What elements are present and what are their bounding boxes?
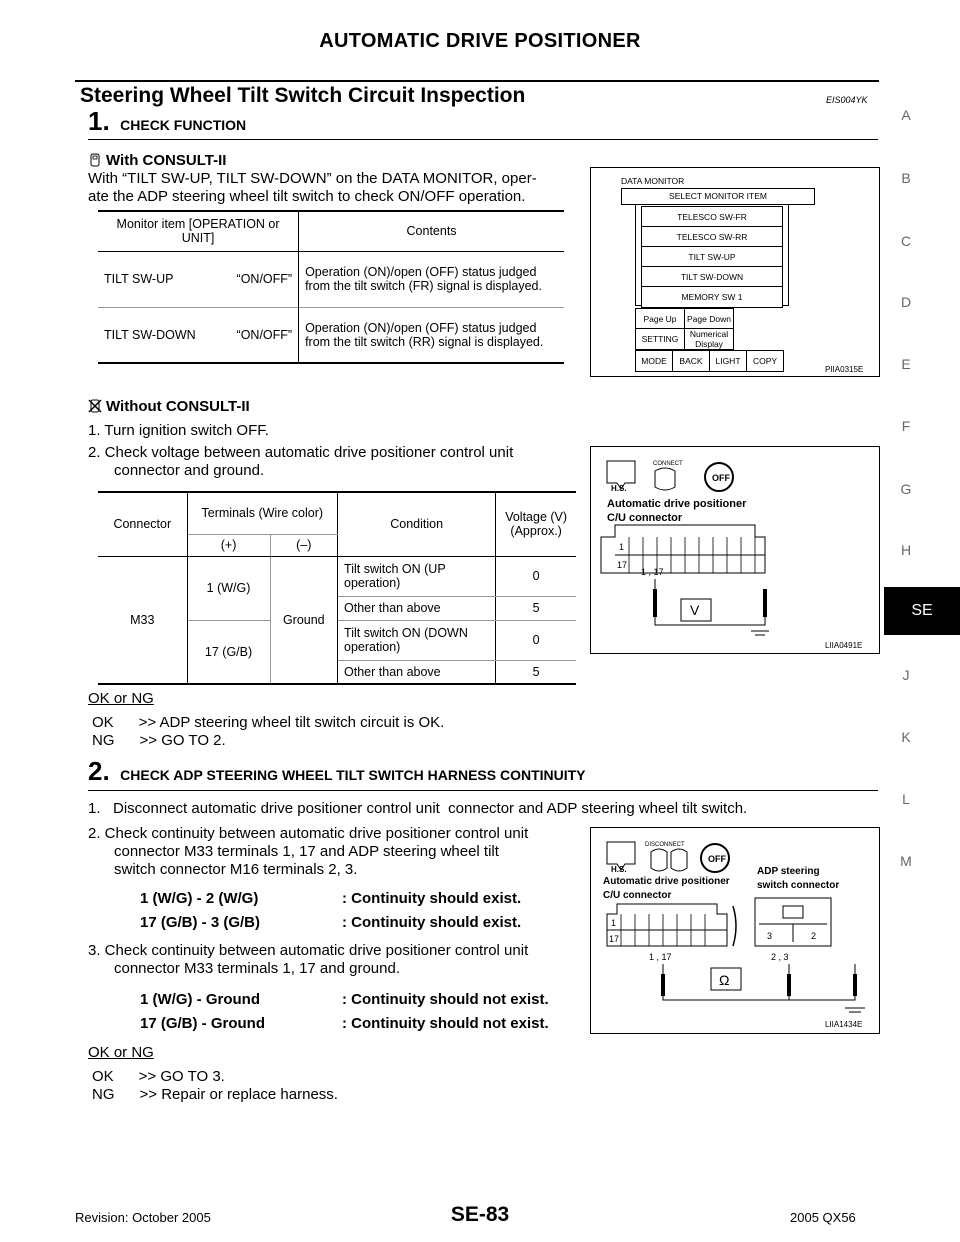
without-consult-text: Without CONSULT-II: [106, 398, 250, 415]
fig-label-ad-positioner: Automatic drive positioner: [607, 498, 747, 510]
side-index-se-active[interactable]: SE: [884, 587, 960, 635]
monitor-numerical-button[interactable]: Numerical Display: [684, 328, 734, 350]
continuity-4-result: : Continuity should not exist.: [342, 1015, 549, 1032]
continuity-3-result: : Continuity should not exist.: [342, 991, 549, 1008]
monitor-unit: “ON/OFF”: [220, 307, 299, 363]
fig-label-switch-connector: switch connector: [757, 880, 840, 891]
footer-revision: Revision: October 2005: [75, 1210, 211, 1225]
volt-condition-2: Other than above: [338, 596, 496, 620]
probe-pins-b-label: 2 , 3: [771, 952, 789, 962]
side-index-h[interactable]: H: [900, 542, 912, 558]
pin-2-label: 2: [811, 931, 817, 941]
volt-condition-1: Tilt switch ON (UP operation): [338, 556, 496, 596]
ignition-off-label: OFF: [712, 473, 730, 483]
continuity-2-terminals: 17 (G/B) - 3 (G/B): [140, 914, 261, 931]
footer-model: 2005 QX56: [790, 1210, 856, 1225]
volt-header-connector: Connector: [98, 492, 187, 556]
side-index-e[interactable]: E: [901, 356, 911, 372]
monitor-page-down-button[interactable]: Page Down: [684, 308, 734, 330]
continuity-1-terminals: 1 (W/G) - 2 (W/G): [140, 890, 259, 907]
continuity-4-terminals: 17 (G/B) - Ground: [140, 1015, 265, 1032]
monitor-item-tilt-up[interactable]: TILT SW-UP: [641, 246, 783, 268]
table-row: [98, 556, 576, 596]
table-row: [98, 307, 564, 363]
volt-connector: M33: [98, 556, 187, 684]
side-index-g[interactable]: G: [900, 481, 912, 497]
side-index-k[interactable]: K: [901, 729, 911, 745]
monitor-item-telesco-rr[interactable]: TELESCO SW-RR: [641, 226, 783, 248]
ohmmeter-label: Ω: [719, 972, 730, 988]
disconnect-icon: [651, 849, 687, 871]
side-index-m[interactable]: M: [900, 853, 912, 869]
section-code: EIS004YK: [826, 95, 868, 105]
side-index-a[interactable]: A: [901, 107, 911, 123]
step2-ng: NG >> Repair or replace harness.: [92, 1086, 338, 1103]
volt-terminal-17: 17 (G/B): [187, 620, 270, 684]
monitor-header-item: Monitor item [OPERATION or UNIT]: [98, 211, 299, 251]
pin-17-label: 17: [617, 560, 628, 570]
monitor-fig-title: DATA MONITOR: [621, 176, 685, 186]
side-index-b[interactable]: B: [901, 170, 911, 186]
step1-title: CHECK FUNCTION: [120, 117, 247, 133]
hs-label: H.S.: [611, 865, 627, 874]
step1-list-2a: 2. Check voltage between automatic drive positioner control unit: [88, 444, 514, 461]
volt-header-voltage: Voltage (V) (Approx.): [496, 492, 576, 556]
fig-label-adp-steering: ADP steering: [757, 866, 820, 877]
side-index-l[interactable]: L: [902, 791, 910, 807]
volt-header-condition: Condition: [338, 492, 496, 556]
monitor-page-up-button[interactable]: Page Up: [635, 308, 685, 330]
data-monitor-figure: [590, 167, 880, 377]
monitor-item: TILT SW-UP: [104, 272, 174, 286]
monitor-item-tilt-down[interactable]: TILT SW-DOWN: [641, 266, 783, 288]
consult-tool-icon: [88, 153, 102, 167]
step2-ok-ng: OK or NG: [88, 1044, 154, 1061]
header-rule: [75, 80, 879, 82]
step1-heading: [88, 106, 246, 137]
step2-heading: [88, 756, 586, 787]
side-index-f[interactable]: F: [901, 418, 911, 434]
continuity-3-terminals: 1 (W/G) - Ground: [140, 991, 260, 1008]
volt-value-1: 0: [496, 556, 576, 596]
pin-1-label: 1: [611, 918, 617, 928]
monitor-mode-button[interactable]: MODE: [635, 350, 673, 372]
fig-label-cu-connector: C/U connector: [603, 890, 672, 901]
pin-17-label: 17: [609, 934, 620, 944]
monitor-item-telesco-fr[interactable]: TELESCO SW-FR: [641, 206, 783, 228]
with-consult-desc-1: With “TILT SW-UP, TILT SW-DOWN” on the DATA MONITOR, oper-: [88, 170, 537, 187]
pin-3-label: 3: [767, 931, 773, 941]
step1-number: 1.: [88, 106, 110, 136]
page-header-title: AUTOMATIC DRIVE POSITIONER: [319, 30, 641, 52]
step2-list-2c: switch connector M16 terminals 2, 3.: [114, 861, 358, 878]
volt-ground: Ground: [270, 556, 337, 684]
monitor-copy-button[interactable]: COPY: [746, 350, 784, 372]
ignition-off-label: OFF: [708, 854, 726, 864]
step2-list-2a: 2. Check continuity between automatic drive positioner control unit: [88, 825, 529, 842]
with-consult-desc-2: ate the ADP steering wheel tilt switch to check ON/OFF operation.: [88, 188, 526, 205]
side-index-d[interactable]: D: [900, 294, 912, 310]
voltage-check-diagram: [591, 447, 879, 653]
voltage-check-figure: [590, 446, 880, 654]
footer-page-number: SE-83: [450, 1203, 510, 1226]
monitor-header-contents: Contents: [406, 224, 457, 239]
step2-number: 2.: [88, 756, 110, 786]
volt-value-2: 5: [496, 596, 576, 620]
volt-header-minus: (–): [270, 534, 337, 556]
side-index-c[interactable]: C: [900, 233, 912, 249]
connect-label: CONNECT: [653, 461, 683, 467]
fig-label-ad-positioner: Automatic drive positioner: [603, 876, 730, 887]
step1-list-2b: connector and ground.: [114, 462, 265, 479]
fig-label-cu-connector: C/U connector: [607, 512, 683, 524]
volt-terminal-1: 1 (W/G): [187, 556, 270, 620]
step1-list-1: 1. Turn ignition switch OFF.: [88, 422, 269, 439]
monitor-item: TILT SW-DOWN: [104, 327, 196, 342]
continuity-check-diagram: [591, 828, 879, 1033]
step2-list-1: 1. Disconnect automatic drive positioner control unit connector and ADP steering wheel tilt switch.: [88, 800, 748, 817]
monitor-contents: Operation (ON)/open (OFF) status judged from the tilt switch (FR) signal is displayed.: [305, 265, 542, 293]
monitor-light-button[interactable]: LIGHT: [709, 350, 747, 372]
step1-ok-ng: OK or NG: [88, 690, 154, 707]
with-consult-text: With CONSULT-II: [106, 152, 227, 169]
step1-ok: OK >> ADP steering wheel tilt switch circuit is OK.: [92, 714, 445, 731]
step2-list-3a: 3. Check continuity between automatic drive positioner control unit: [88, 942, 529, 959]
volt-header-terminals: Terminals (Wire color): [187, 492, 337, 534]
monitor-fig-subtitle: SELECT MONITOR ITEM: [621, 188, 815, 205]
monitor-fig-code: PIIA0315E: [825, 365, 864, 374]
table-row: [98, 251, 564, 307]
monitor-item-memory-sw1[interactable]: MEMORY SW 1: [641, 286, 783, 308]
probe-pins-a-label: 1 , 17: [649, 952, 672, 962]
continuity-check-figure: [590, 827, 880, 1034]
with-consult-label: [88, 152, 226, 170]
probe-pins-label: 1 , 17: [641, 567, 664, 577]
step1-ng: NG >> GO TO 2.: [92, 732, 226, 749]
connector-icon: [655, 468, 675, 490]
step2-title: CHECK ADP STEERING WHEEL TILT SWITCH HARNESS CONTINUITY: [120, 767, 586, 783]
volt-header-plus: (+): [187, 534, 270, 556]
cu-connector-body: [607, 904, 727, 946]
step2-rule: [88, 790, 878, 791]
monitor-unit: “ON/OFF”: [220, 251, 299, 307]
voltmeter-label: V: [690, 602, 700, 618]
volt-condition-3: Tilt switch ON (DOWN operation): [338, 620, 496, 660]
volt-condition-4: Other than above: [338, 660, 496, 684]
cont-fig-code: LIIA1434E: [825, 1020, 863, 1029]
volt-fig-code: LIIA0491E: [825, 641, 863, 650]
monitor-back-button[interactable]: BACK: [672, 350, 710, 372]
without-consult-label: [88, 398, 250, 416]
voltage-table: [98, 491, 576, 685]
step1-rule: [88, 139, 878, 140]
step2-list-2b: connector M33 terminals 1, 17 and ADP steering wheel tilt: [114, 843, 499, 860]
disconnect-label: DISCONNECT: [645, 842, 685, 848]
monitor-contents: Operation (ON)/open (OFF) status judged from the tilt switch (RR) signal is displayed.: [305, 320, 544, 349]
section-title: Steering Wheel Tilt Switch Circuit Inspection: [80, 84, 526, 107]
step2-ok: OK >> GO TO 3.: [92, 1068, 225, 1085]
continuity-2-result: : Continuity should exist.: [342, 914, 522, 931]
monitor-table: [98, 210, 564, 364]
continuity-1-result: : Continuity should exist.: [342, 890, 522, 907]
step2-list-3b: connector M33 terminals 1, 17 and ground.: [114, 960, 401, 977]
no-consult-icon: [88, 399, 102, 413]
pin-1-label: 1: [619, 542, 625, 552]
volt-value-3: 0: [496, 620, 576, 660]
side-index-j[interactable]: J: [902, 667, 910, 683]
monitor-setting-button[interactable]: SETTING: [635, 328, 685, 350]
volt-value-4: 5: [532, 664, 540, 679]
hs-label: H.S.: [611, 484, 627, 493]
